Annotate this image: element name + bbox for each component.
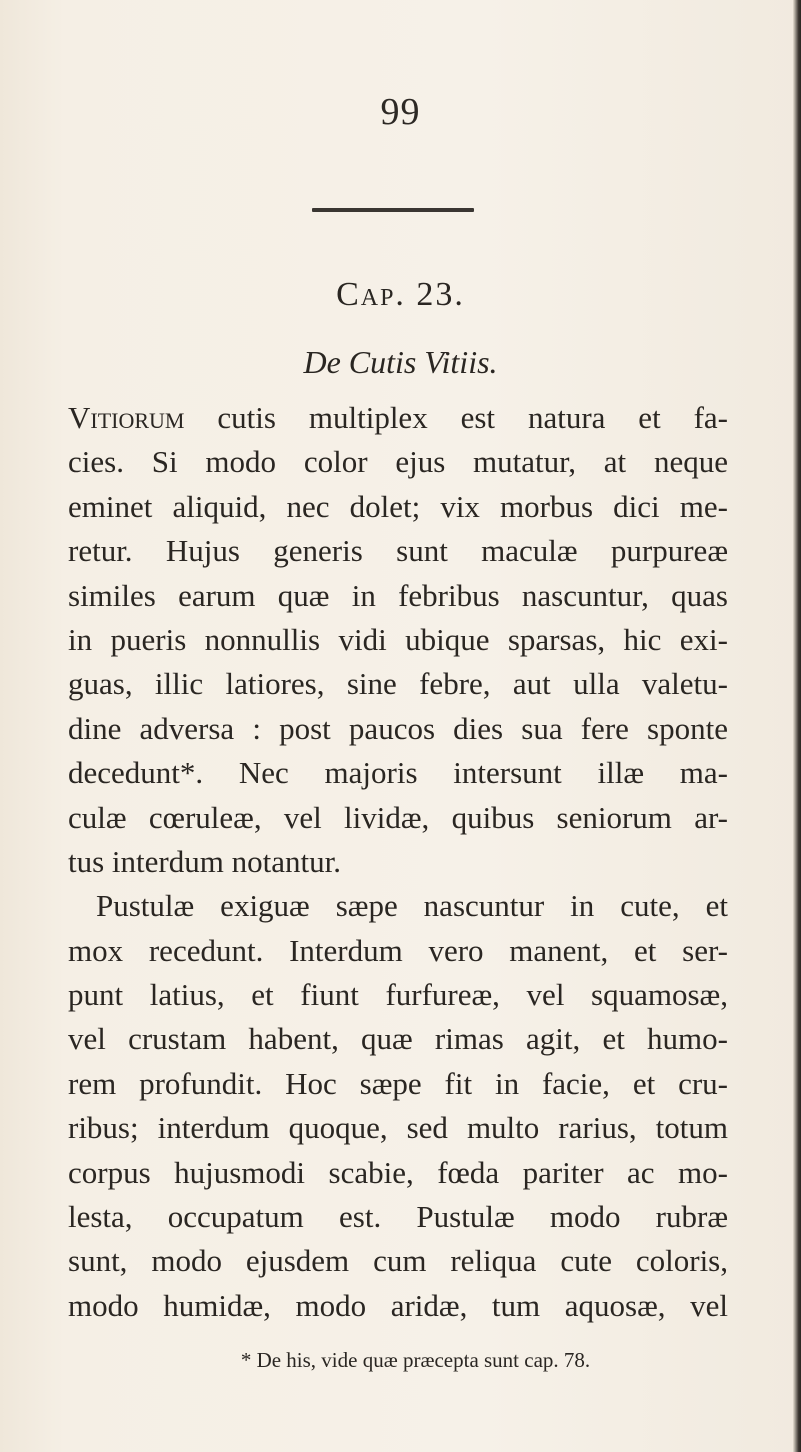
text-line: sunt, modo ejusdem cum reliqua cute coloris, bbox=[68, 1243, 728, 1279]
page-number: 99 bbox=[380, 91, 421, 133]
text-line: corpus hujusmodi scabie, fœda pariter ac mo- bbox=[68, 1154, 728, 1190]
text-line: mox recedunt. Interdum vero manent, et ser- bbox=[68, 932, 728, 968]
page-binding-edge bbox=[793, 0, 801, 1452]
chapter-divider-rule bbox=[312, 208, 474, 212]
text-line: cies. Si modo color ejus mutatur, at neque bbox=[68, 444, 728, 480]
text-line: in pueris nonnullis vidi ubique sparsas, hic exi- bbox=[68, 621, 728, 657]
text-line: Pustulæ exiguæ sæpe nascuntur in cute, et bbox=[96, 888, 728, 924]
text-line: vel crustam habent, quæ rimas agit, et humo- bbox=[68, 1021, 728, 1057]
paragraph-1 bbox=[68, 396, 728, 884]
text-line: retur. Hujus generis sunt maculæ purpureæ bbox=[68, 533, 728, 569]
text-line: lesta, occupatum est. Pustulæ modo rubræ bbox=[68, 1199, 728, 1235]
chapter-heading: Cap. 23. bbox=[336, 276, 465, 313]
text-line: Vitiorum cutis multiplex est natura et fa- bbox=[68, 400, 728, 435]
chapter-subtitle: De Cutis Vitiis. bbox=[303, 344, 498, 380]
text-line: culæ cœruleæ, vel lividæ, quibus seniorum ar- bbox=[68, 799, 728, 835]
paragraph-2 bbox=[68, 884, 728, 1328]
text-line: dine adversa : post paucos dies sua fere sponte bbox=[68, 710, 728, 746]
text-line: similes earum quæ in febribus nascuntur, quas bbox=[68, 577, 728, 613]
text-line: eminet aliquid, nec dolet; vix morbus dici me- bbox=[68, 488, 728, 524]
text-line: punt latius, et fiunt furfureæ, vel squamosæ, bbox=[68, 977, 728, 1013]
text-line: ribus; interdum quoque, sed multo rarius, totum bbox=[68, 1110, 728, 1146]
text-line: rem profundit. Hoc sæpe fit in facie, et cru- bbox=[68, 1065, 728, 1101]
lead-word: Vitiorum bbox=[68, 400, 185, 435]
text-line: guas, illic latiores, sine febre, aut ulla valetu- bbox=[68, 666, 728, 702]
footnote: * De his, vide quæ præcepta sunt cap. 78. bbox=[240, 1348, 591, 1372]
text-line: modo humidæ, modo aridæ, tum aquosæ, vel bbox=[68, 1287, 728, 1323]
body-text bbox=[68, 396, 728, 1328]
text-line: decedunt*. Nec majoris intersunt illæ ma- bbox=[68, 755, 728, 791]
text-line: tus interdum notantur. bbox=[68, 843, 341, 879]
